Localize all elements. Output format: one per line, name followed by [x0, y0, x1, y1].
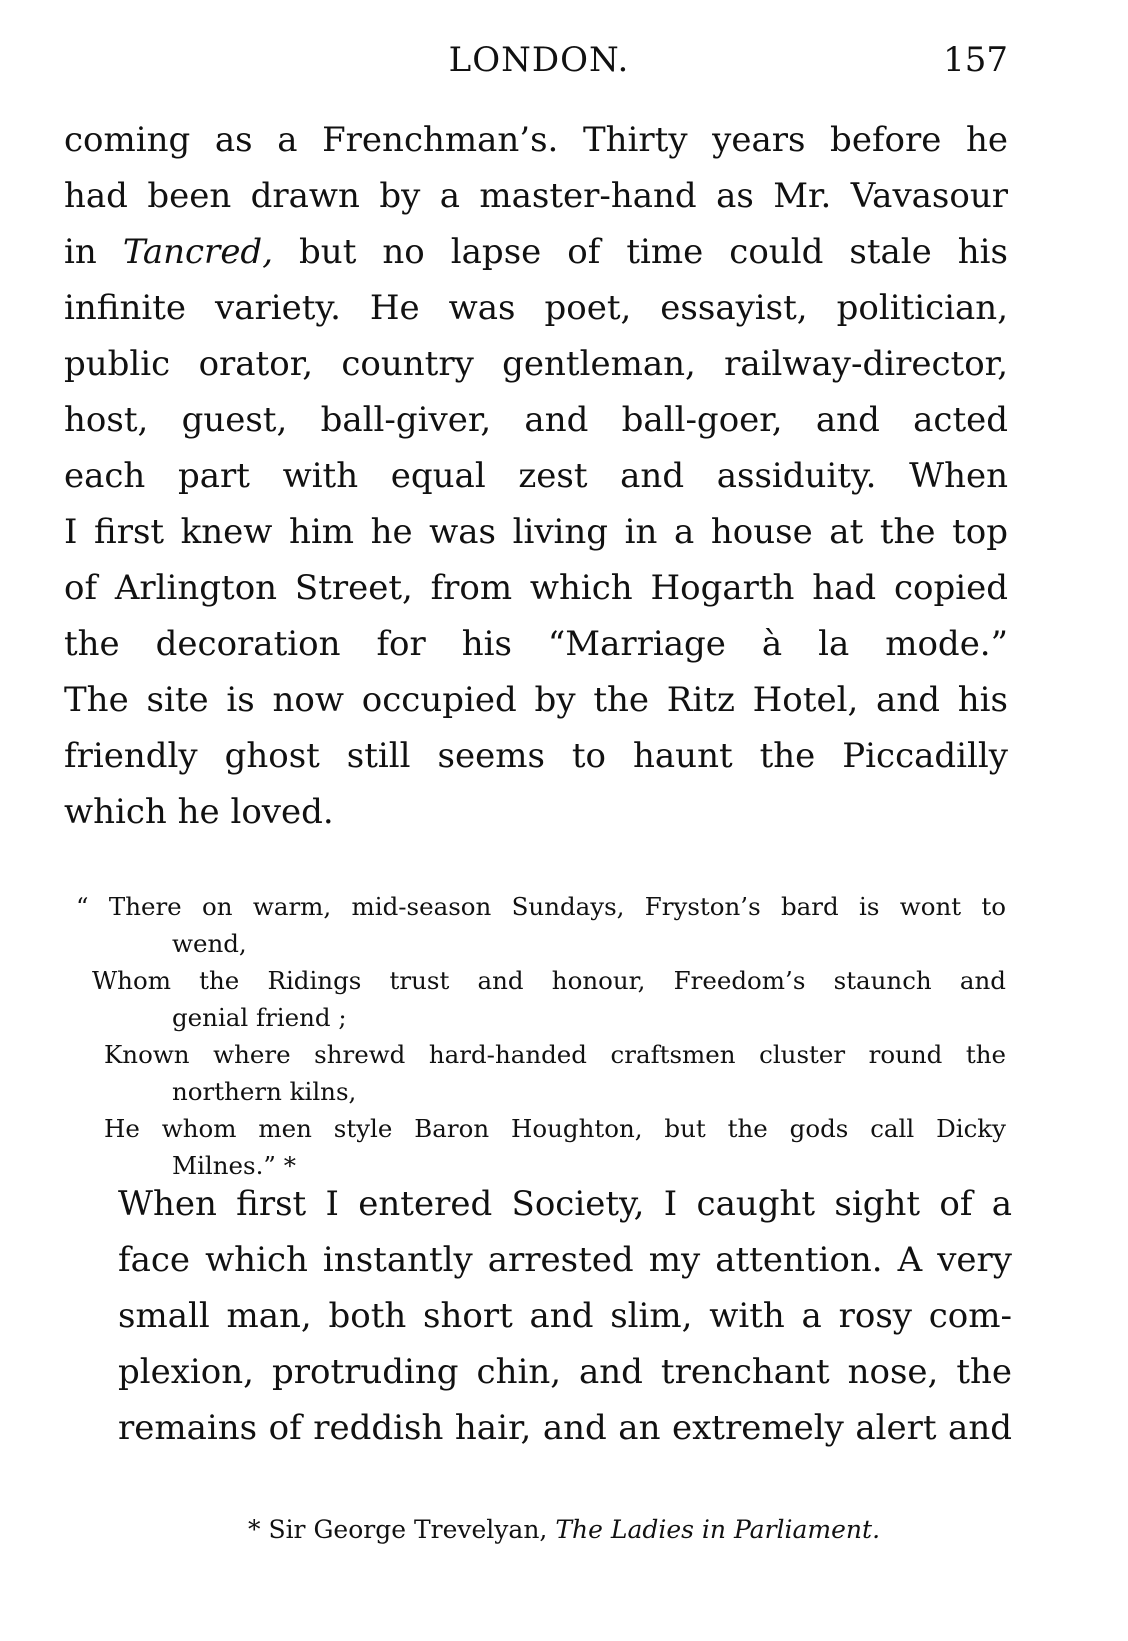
text-line: face which instantly arrested my attention. A very [118, 1240, 1012, 1280]
footnote-author: Sir George Trevelyan, [268, 1515, 556, 1544]
text-line: the decoration for his “Marriage à la mode.” [64, 624, 1008, 664]
verse-quotation [76, 888, 1006, 1184]
verse-line: Known where shrewd hard-handed craftsmen cluster round the [104, 1040, 1006, 1069]
verse-line-continuation: wend, [172, 929, 247, 958]
footnote-title: The Ladies in Parliament. [555, 1515, 881, 1544]
verse-line: Whom the Ridings trust and honour, Freedom’s staunch and [92, 966, 1006, 995]
text-line: The site is now occupied by the Ritz Hotel, and his [64, 680, 1008, 720]
verse-line-continuation: Milnes.” * [172, 1151, 296, 1180]
text-line: of Arlington Street, from which Hogarth had copied [64, 568, 1008, 608]
verse-line-continuation: northern kilns, [172, 1077, 357, 1106]
text-line: in Tancred, but no lapse of time could stale his [64, 232, 1008, 272]
verse-line: “ There on warm, mid-season Sundays, Fryston’s bard is wont to [76, 892, 1006, 921]
text-line: I first knew him he was living in a house at the top [64, 512, 1008, 552]
paragraph-1 [64, 112, 1008, 840]
text-line: plexion, protruding chin, and trenchant nose, the [118, 1352, 1012, 1392]
text-line: coming as a Frenchman’s. Thirty years before he [64, 120, 1008, 160]
text-line: small man, both short and slim, with a rosy com- [118, 1296, 1012, 1336]
text-line: friendly ghost still seems to haunt the Piccadilly [64, 736, 1008, 776]
text-line: When first I entered Society, I caught sight of a [118, 1184, 1012, 1224]
text-line: each part with equal zest and assiduity. When [64, 456, 1008, 496]
page-header [70, 40, 1008, 84]
text-line: remains of reddish hair, and an extremely alert and [118, 1408, 1012, 1448]
text-line: public orator, country gentleman, railway-director, [64, 344, 1008, 384]
text-line: which he loved. [64, 792, 334, 832]
footnote [0, 1515, 1128, 1544]
footnote-marker: * [247, 1515, 269, 1544]
verse-line: He whom men style Baron Houghton, but the gods call Dicky [104, 1114, 1006, 1143]
verse-line-continuation: genial friend ; [172, 1003, 347, 1032]
text-line: infinite variety. He was poet, essayist, politician, [64, 288, 1008, 328]
paragraph-2 [118, 1176, 1012, 1456]
page-number: 157 [943, 40, 1008, 80]
text-line: had been drawn by a master-hand as Mr. Vavasour [64, 176, 1008, 216]
text-line: host, guest, ball-giver, and ball-goer, and acted [64, 400, 1008, 440]
running-head: LONDON. [448, 40, 630, 80]
italic-title: Tancred, [122, 232, 274, 272]
